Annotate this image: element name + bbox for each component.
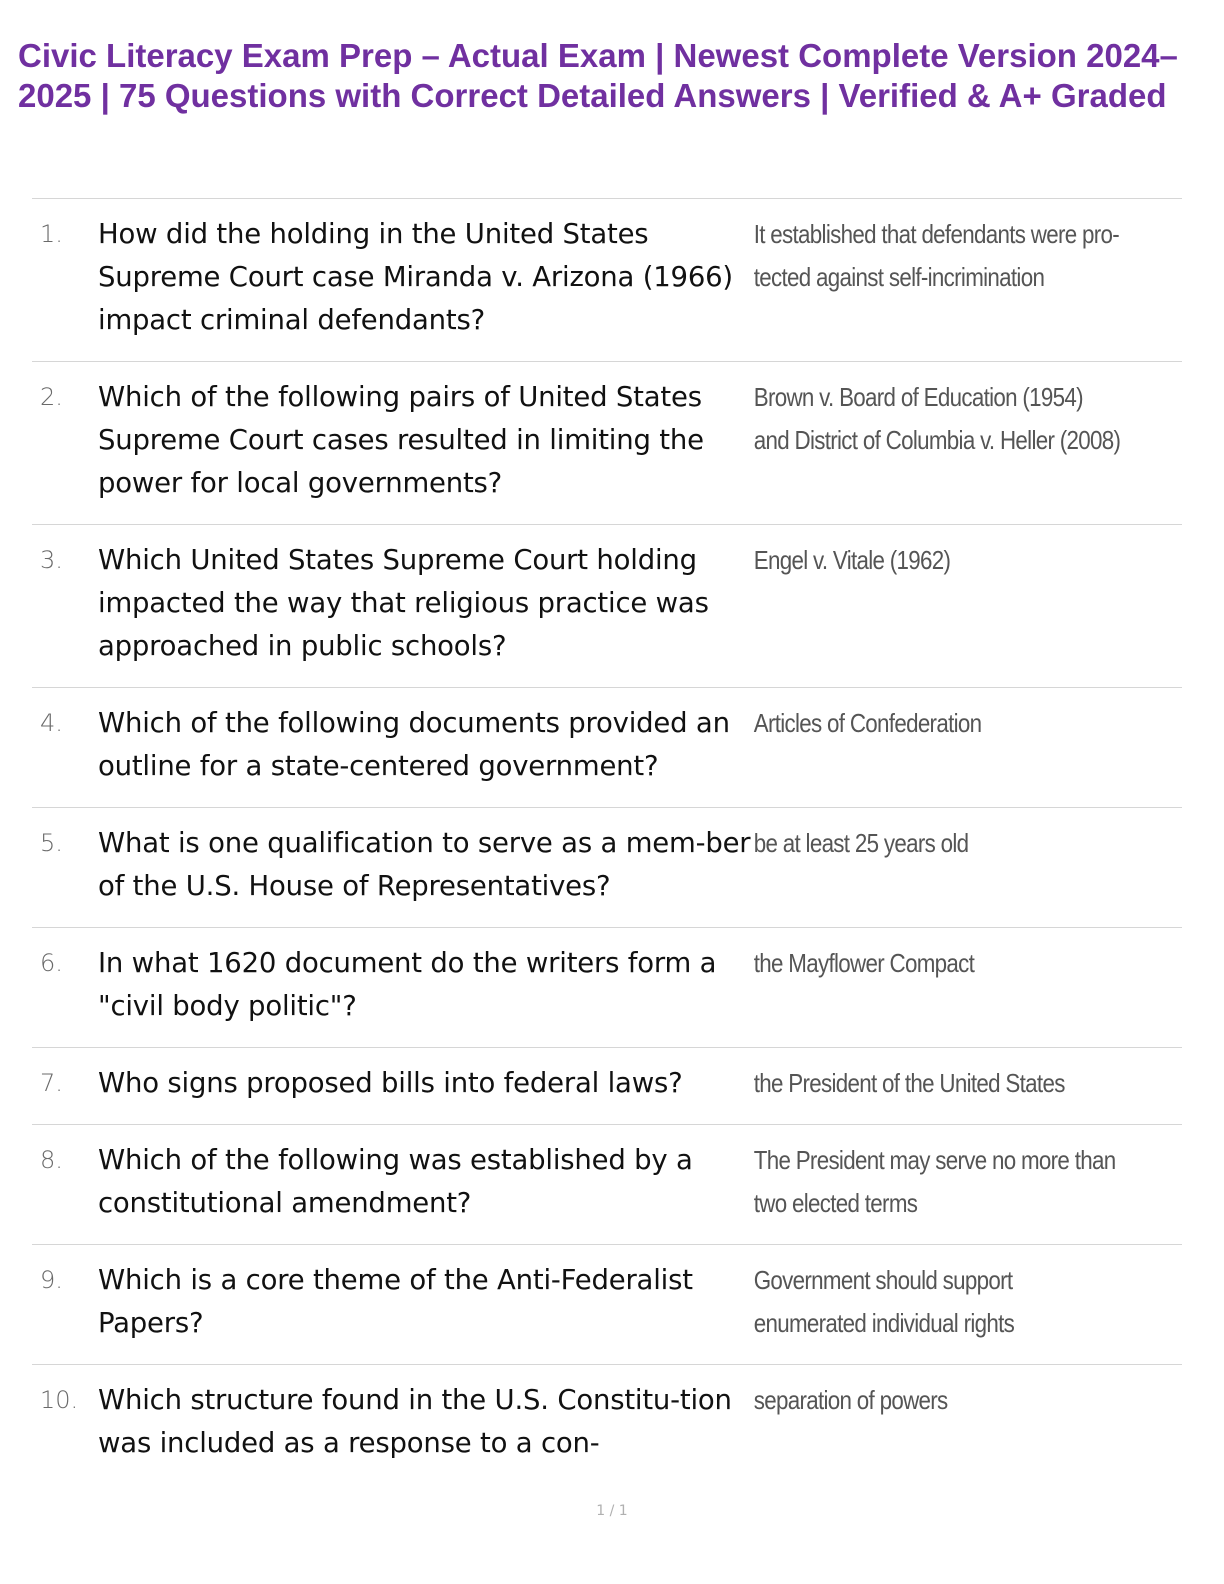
answer-text: the Mayflower Compact xyxy=(753,948,975,978)
qa-row-10 xyxy=(32,1365,1182,1484)
question-text: Which of the following pairs of United States Supreme Court cases resulted in limiting the power for local governments? xyxy=(98,381,704,499)
answer-text: Engel v. Vitale (1962) xyxy=(753,545,951,575)
question-text: In what 1620 document do the writers form a "civil body politic"? xyxy=(98,947,717,1022)
question-number: 2. xyxy=(40,383,63,411)
question-text: Which of the following was established by a constitutional amendment? xyxy=(98,1144,693,1219)
question-number: 5. xyxy=(40,829,63,857)
question-number: 1. xyxy=(40,220,63,248)
answer-text: the President of the United States xyxy=(753,1068,1065,1098)
question-text: Which structure found in the U.S. Constitu-tion was included as a response to a con- xyxy=(98,1384,732,1459)
question-number: 6. xyxy=(40,949,63,977)
question-answer-list xyxy=(32,198,1182,1484)
answer-text: The President may serve no more than two elected terms xyxy=(753,1145,1116,1218)
answer-text: It established that defendants were pro-tected against self-incrimination xyxy=(753,219,1119,292)
qa-row-7 xyxy=(32,1048,1182,1125)
qa-row-3 xyxy=(32,525,1182,688)
question-number: 4. xyxy=(40,709,63,737)
qa-row-2 xyxy=(32,362,1182,525)
question-text: What is one qualification to serve as a mem-ber of the U.S. House of Representatives? xyxy=(98,827,751,902)
question-text: Which of the following documents provided an outline for a state-centered government? xyxy=(98,707,730,782)
qa-row-6 xyxy=(32,928,1182,1048)
qa-row-5 xyxy=(32,808,1182,928)
question-number: 8. xyxy=(40,1146,63,1174)
question-number: 3. xyxy=(40,546,63,574)
qa-row-8 xyxy=(32,1125,1182,1245)
question-text: Who signs proposed bills into federal laws? xyxy=(98,1067,683,1099)
answer-text: be at least 25 years old xyxy=(753,828,969,858)
qa-row-1 xyxy=(32,199,1182,362)
qa-row-9 xyxy=(32,1245,1182,1365)
answer-text: Government should support enumerated individual rights xyxy=(753,1265,1015,1338)
qa-row-4 xyxy=(32,688,1182,808)
question-text: Which United States Supreme Court holding impacted the way that religious practice was approached in public schools? xyxy=(98,544,709,662)
answer-text: Articles of Confederation xyxy=(753,708,982,738)
page-number: 1 / 1 xyxy=(596,1503,628,1519)
answer-text: separation of powers xyxy=(753,1385,948,1415)
question-number: 10. xyxy=(40,1386,79,1414)
question-number: 9. xyxy=(40,1266,63,1294)
document-title: Civic Literacy Exam Prep – Actual Exam | Newest Complete Version 2024–2025 | 75 Questions with Correct Detailed Answers | Verified & A+ Graded xyxy=(18,37,1178,114)
question-text: Which is a core theme of the Anti-Federalist Papers? xyxy=(98,1264,693,1339)
question-text: How did the holding in the United States Supreme Court case Miranda v. Arizona (1966) impact criminal defendants? xyxy=(98,218,733,336)
question-number: 7. xyxy=(40,1069,63,1097)
answer-text: Brown v. Board of Education (1954) and District of Columbia v. Heller (2008) xyxy=(753,382,1121,455)
